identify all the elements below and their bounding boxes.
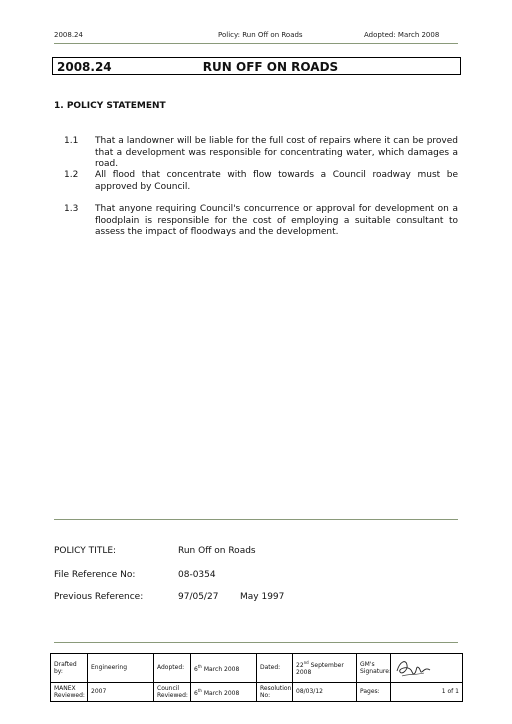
meta-divider-bottom: [54, 642, 458, 643]
clause-number: 1.2: [64, 170, 79, 180]
adopted-label: Adopted:: [154, 654, 191, 683]
clause-number: 1.1: [64, 136, 79, 146]
council-reviewed-value: 6th March 2008: [191, 682, 257, 701]
policy-number: 2008.24: [57, 60, 112, 74]
previous-reference-label: Previous Reference:: [54, 592, 144, 602]
adopted-value: 6th March 2008: [191, 654, 257, 683]
policy-title: RUN OFF ON ROADS: [202, 60, 339, 74]
previous-reference-date: May 1997: [240, 592, 285, 602]
gm-signature: [391, 654, 463, 683]
council-reviewed-label: Council Reviewed:: [154, 682, 191, 701]
file-reference-label: File Reference No:: [54, 570, 136, 580]
clause-text: All flood that concentrate with flow towards a Council roadway must be approved by Council.: [95, 170, 458, 192]
pages-value: 1 of 1: [391, 682, 463, 701]
dated-label: Dated:: [257, 654, 293, 683]
clause-1-3: [64, 204, 458, 239]
pages-label: Pages:: [357, 682, 391, 701]
approval-table: [50, 653, 463, 702]
meta-divider-top: [54, 519, 458, 520]
policy-title-value: Run Off on Roads: [178, 546, 256, 556]
clause-number: 1.3: [64, 204, 79, 214]
header-divider: [54, 43, 458, 44]
drafted-by-value: Engineering: [88, 654, 154, 683]
header-doc-number: 2008.24: [54, 31, 83, 39]
manex-label: MANEX Reviewed:: [51, 682, 88, 701]
drafted-by-label: Drafted by:: [51, 654, 88, 683]
clause-text: That a landowner will be liable for the full cost of repairs where it can be proved that a development was responsible for concentrating water, which damages a road.: [95, 136, 458, 169]
previous-reference-value: 97/05/27: [178, 592, 219, 602]
header-policy-name: Policy: Run Off on Roads: [218, 31, 303, 39]
clause-1-1: [64, 136, 458, 171]
policy-title-box: [52, 57, 461, 75]
signature-icon: [394, 657, 434, 679]
gm-signature-label: GM's Signature:: [357, 654, 391, 683]
header-adopted-date: Adopted: March 2008: [364, 31, 440, 39]
file-reference-value: 08-0354: [178, 570, 216, 580]
policy-title-label: POLICY TITLE:: [54, 546, 117, 556]
section-heading: 1. POLICY STATEMENT: [54, 101, 166, 111]
table-row: [51, 654, 463, 683]
clause-1-2: [64, 170, 458, 193]
dated-value: 22nd September 2008: [293, 654, 357, 683]
table-row: [51, 682, 463, 701]
clause-text: That anyone requiring Council's concurrence or approval for development on a floodplain is responsible for the cost of employing a suitable consultant to assess the impact of floodways and the development.: [95, 204, 458, 237]
resolution-label: Resolution No:: [257, 682, 293, 701]
manex-value: 2007: [88, 682, 154, 701]
resolution-value: 08/03/12: [293, 682, 357, 701]
